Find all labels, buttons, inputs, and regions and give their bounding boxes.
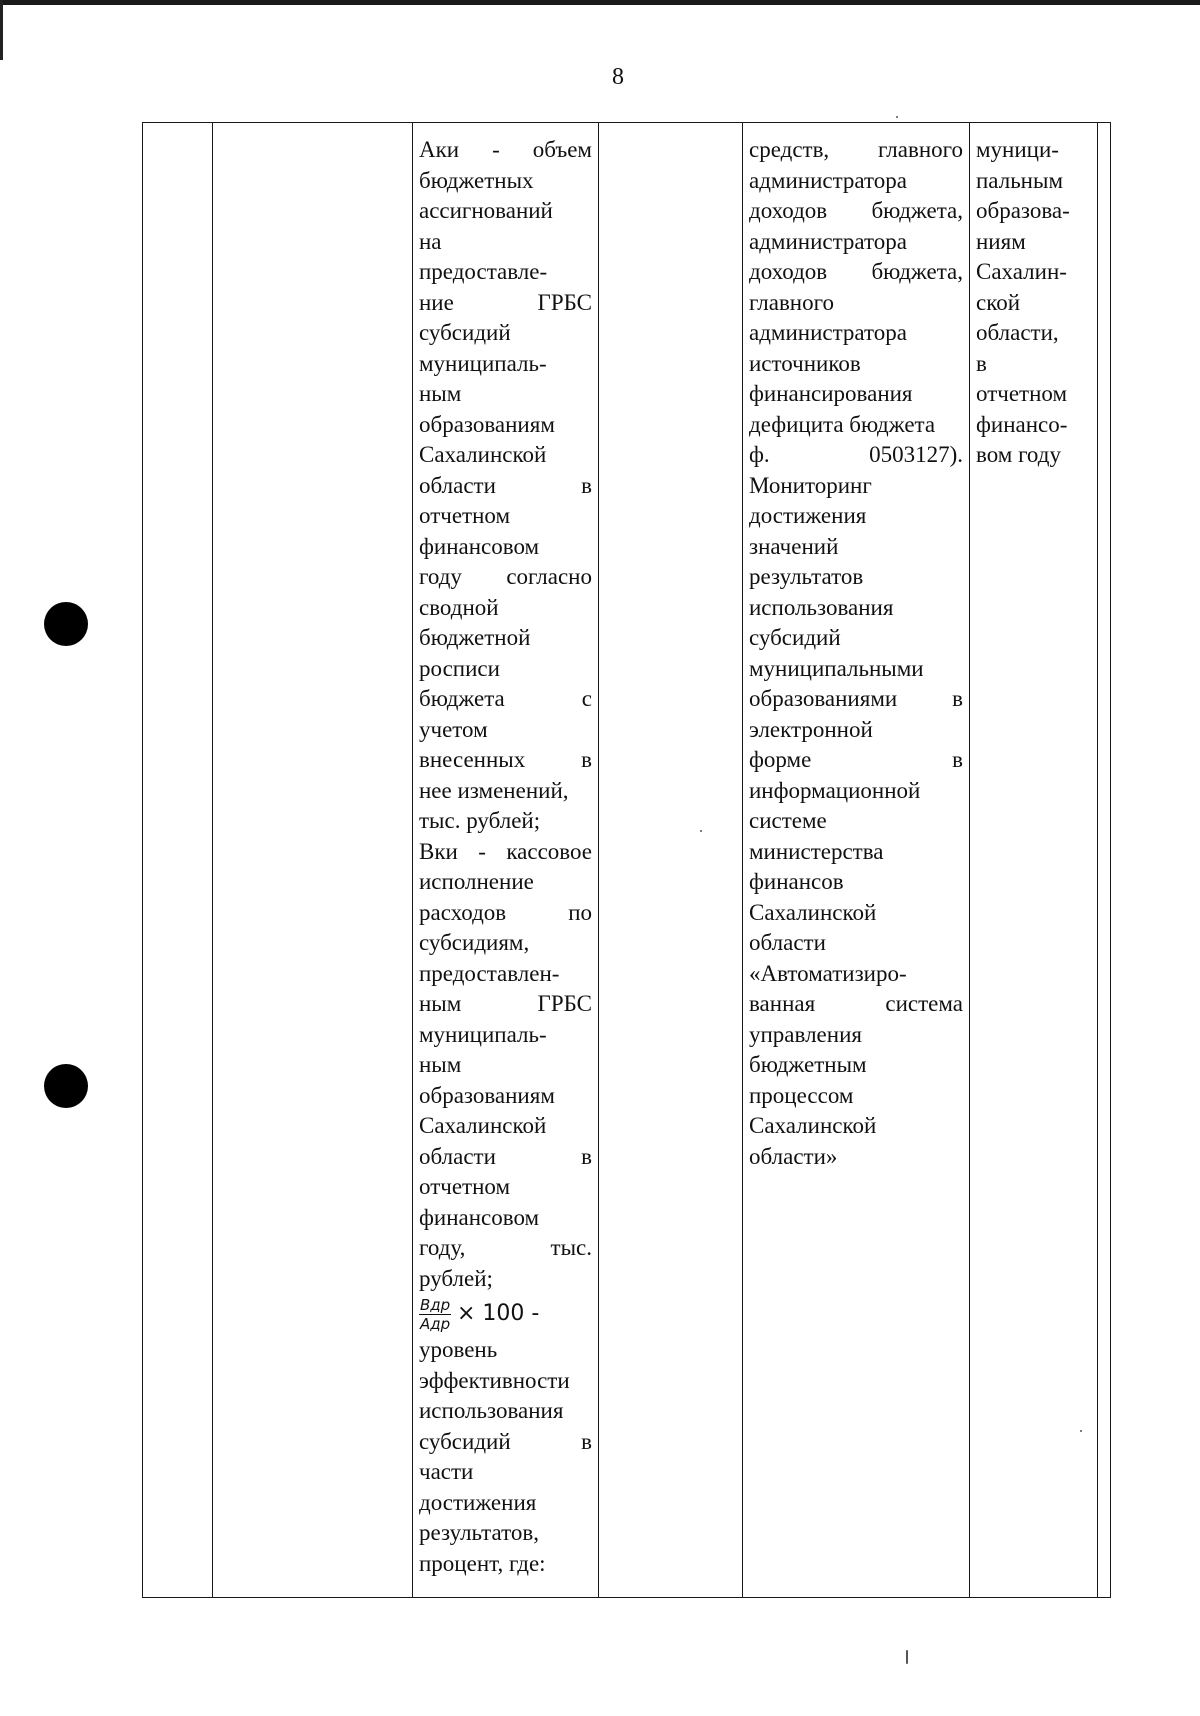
scan-speck <box>896 116 898 118</box>
text-line: Сахалинской <box>419 1113 547 1138</box>
text-word: доходов <box>749 259 828 284</box>
text-word: система <box>885 991 963 1016</box>
text-word: тыс. <box>550 1235 592 1260</box>
text-line: муниципаль- <box>419 1021 547 1047</box>
text-line: достижения <box>419 1489 537 1515</box>
table-row <box>143 123 1111 1598</box>
scan-left-border <box>0 0 3 60</box>
text-word: в <box>581 1428 592 1454</box>
text-line: предоставлен- <box>419 960 560 986</box>
source-info-text <box>749 135 963 1172</box>
text-line: субсидий <box>419 320 511 345</box>
text-line: муници- <box>976 137 1059 162</box>
text-line: вом году <box>976 442 1061 467</box>
text-word: кассовое <box>506 838 592 864</box>
table-cell-formula-description <box>413 123 599 1598</box>
text-line: росписи <box>419 655 500 681</box>
text-line: образова- <box>976 198 1070 223</box>
text-line: исполнение <box>419 869 534 894</box>
text-line: управления <box>749 1021 862 1047</box>
text-line: министерства <box>749 838 884 864</box>
formula-description-text <box>419 135 592 1294</box>
text-word: году <box>419 564 462 589</box>
text-word: субсидий <box>419 1428 511 1454</box>
text-word: доходов <box>749 198 828 223</box>
text-line: ской <box>976 289 1021 315</box>
text-line: Сахалинской <box>749 1113 877 1138</box>
text-line: процент, где: <box>419 1550 546 1576</box>
text-line: Мониторинг <box>749 472 872 498</box>
text-line: финансовом <box>419 533 540 559</box>
scan-speck <box>1080 1430 1082 1432</box>
text-line: администратора <box>749 320 908 345</box>
text-word: с <box>581 686 592 711</box>
text-line: учетом <box>419 716 488 742</box>
text-line: эффективности <box>419 1367 570 1393</box>
text-line <box>419 684 592 715</box>
formula-multiplier: × 100 - <box>456 1300 540 1326</box>
text-line <box>419 1142 592 1173</box>
text-word: в <box>952 686 963 711</box>
text-line: Сахалин- <box>976 259 1067 284</box>
text-line <box>749 135 963 166</box>
text-line: результатов, <box>419 1520 539 1545</box>
text-line: результатов <box>749 564 864 589</box>
text-line: «Автоматизиро- <box>749 960 907 986</box>
text-line: бюджетным <box>749 1052 867 1077</box>
text-line: в <box>976 350 987 376</box>
text-line: Сахалинской <box>749 899 877 925</box>
formula-denominator: Адр <box>420 1315 451 1333</box>
text-word: ванная <box>749 991 816 1016</box>
text-line <box>419 837 592 868</box>
text-word: объем <box>532 137 592 162</box>
text-line: предоставле- <box>419 259 548 284</box>
punch-hole-top <box>44 602 88 646</box>
text-word: бюджета, <box>871 198 963 223</box>
text-line: достижения <box>749 503 867 528</box>
text-line <box>749 440 963 471</box>
text-line: электронной <box>749 716 873 742</box>
text-line: дефицита бюджета <box>749 411 936 437</box>
text-line <box>749 745 963 776</box>
text-line: финансирования <box>749 381 913 406</box>
text-line: финансов <box>749 869 844 894</box>
formula-fraction <box>419 1296 451 1333</box>
text-word: в <box>952 747 963 772</box>
text-word: - <box>492 137 500 162</box>
table-cell-source-info <box>743 123 970 1598</box>
text-line: образованиям <box>419 1082 555 1108</box>
punch-hole-bottom <box>44 1064 88 1108</box>
text-line: финансо- <box>976 411 1068 437</box>
scan-top-border <box>0 0 1200 5</box>
text-line: администратора <box>749 167 908 193</box>
text-word: ГРБС <box>537 289 592 315</box>
text-word: области <box>419 1143 496 1169</box>
text-line: отчетном <box>419 1174 511 1199</box>
text-line <box>419 745 592 776</box>
text-word: бюджета, <box>871 259 963 284</box>
text-word: ГРБС <box>537 991 592 1016</box>
text-line: уровень <box>419 1337 498 1362</box>
text-line: бюджетных <box>419 167 534 193</box>
text-word: в <box>581 747 592 772</box>
text-line: муниципальными <box>749 655 924 681</box>
text-line: ным <box>419 1052 462 1077</box>
text-line: системе <box>749 808 827 833</box>
text-word: главного <box>878 137 963 162</box>
text-line: области <box>749 930 826 955</box>
text-line: нее изменений, <box>419 777 569 803</box>
text-line: бюджетной <box>419 625 531 650</box>
text-line <box>419 898 592 929</box>
text-word: внесенных <box>419 747 526 772</box>
table-cell-col2 <box>213 123 413 1598</box>
text-line: ниям <box>976 228 1026 254</box>
text-line: части <box>419 1459 474 1484</box>
text-line: тыс. рублей; <box>419 808 541 833</box>
text-line <box>749 684 963 715</box>
scan-speck <box>700 830 702 832</box>
text-line <box>419 471 592 502</box>
text-line: пальным <box>976 167 1064 193</box>
text-word: ние <box>419 289 454 315</box>
text-line: рублей; <box>419 1265 493 1291</box>
text-word: по <box>568 899 592 925</box>
text-line: процессом <box>749 1082 854 1108</box>
text-line: отчетном <box>419 503 511 528</box>
text-line: ным <box>419 381 462 406</box>
text-word: в <box>581 1143 592 1169</box>
recipients-text <box>976 135 1091 471</box>
text-word: Аки <box>419 137 460 162</box>
text-word: ф. <box>749 442 770 467</box>
text-line: области, <box>976 320 1059 345</box>
text-line: Сахалинской <box>419 442 547 467</box>
text-word: ным <box>419 991 462 1016</box>
text-line: информационной <box>749 777 921 803</box>
text-line: субсидиям, <box>419 930 530 955</box>
text-line: финансовом <box>419 1204 540 1230</box>
table-cell-recipients <box>970 123 1098 1598</box>
document-table <box>142 122 1111 1598</box>
text-word: области <box>419 472 496 498</box>
text-line: субсидий <box>749 625 841 650</box>
scan-speck <box>906 1650 908 1664</box>
table-cell-col1 <box>143 123 213 1598</box>
text-line: отчетном <box>976 381 1068 406</box>
text-line: источников <box>749 350 861 376</box>
text-word: средств, <box>749 137 830 162</box>
text-line <box>419 1427 592 1458</box>
text-line <box>419 989 592 1020</box>
text-line: на <box>419 228 442 254</box>
table-cell-col7 <box>1098 123 1111 1598</box>
page-number: 8 <box>612 64 624 90</box>
text-line: значений <box>749 533 839 559</box>
text-line <box>749 196 963 227</box>
text-word: в <box>581 472 592 498</box>
text-line <box>749 257 963 288</box>
text-line <box>419 288 592 319</box>
text-line <box>749 989 963 1020</box>
text-word: расходов <box>419 899 507 925</box>
text-line: муниципаль- <box>419 350 547 376</box>
text-line: использования <box>419 1398 564 1423</box>
text-word: согласно <box>506 564 592 589</box>
text-line <box>419 1233 592 1264</box>
text-word: 0503127). <box>869 442 963 467</box>
text-line <box>419 135 592 166</box>
efficiency-formula <box>419 1296 592 1333</box>
text-line: ассигнований <box>419 198 553 223</box>
text-line: образованиям <box>419 411 555 437</box>
text-word: образованиями <box>749 686 898 711</box>
text-word: форме <box>749 747 812 772</box>
formula-description-text-continued <box>419 1335 592 1579</box>
text-word: - <box>478 838 486 864</box>
table-cell-col4 <box>599 123 743 1598</box>
text-word: году, <box>419 1235 466 1260</box>
text-line: использования <box>749 594 894 620</box>
text-word: бюджета <box>419 686 505 711</box>
text-line: области» <box>749 1143 838 1169</box>
text-line <box>419 562 592 593</box>
text-word: Вки <box>419 838 458 864</box>
text-line: сводной <box>419 594 499 620</box>
formula-numerator: Вдр <box>420 1296 451 1314</box>
text-line: администратора <box>749 228 908 254</box>
text-line: главного <box>749 289 834 315</box>
